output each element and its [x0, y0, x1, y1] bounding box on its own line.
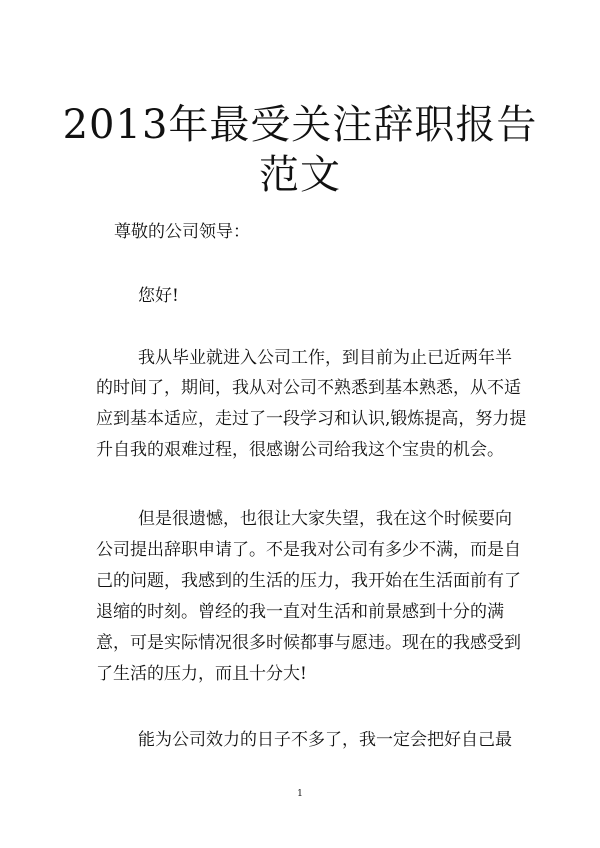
paragraph-2-line-4: 退缩的时刻。曾经的我一直对生活和前景感到十分的满: [96, 602, 504, 622]
paragraph-1-line-1: 我从毕业就进入公司工作，到目前为止已近两年半: [138, 348, 512, 368]
title-line-1: 2013年最受关注辞职报告: [62, 102, 538, 148]
paragraph-2-line-1: 但是很遗憾，也很让大家失望，我在这个时候要向: [138, 509, 512, 529]
paragraph-2-line-3: 己的问题，我感到的生活的压力，我开始在生活面前有了: [96, 571, 521, 591]
paragraph-1-line-3: 应到基本适应，走过了一段学习和认识,锻炼提高，努力提: [96, 409, 527, 429]
greeting: 您好!: [138, 286, 179, 306]
document-title: [60, 100, 540, 200]
paragraph-2-line-2: 公司提出辞职申请了。不是我对公司有多少不满，而是自: [96, 540, 521, 560]
paragraph-1-line-4: 升自我的艰难过程，很感谢公司给我这个宝贵的机会。: [96, 440, 504, 460]
paragraph-1-line-2: 的时间了，期间，我从对公司不熟悉到基本熟悉，从不适: [96, 378, 521, 398]
salutation: 尊敬的公司领导：: [114, 222, 250, 242]
paragraph-3-line-1: 能为公司效力的日子不多了，我一定会把好自己最: [138, 730, 512, 750]
page-number: 1: [297, 789, 303, 799]
paragraph-2-line-5: 意，可是实际情况很多时候都事与愿违。现在的我感受到: [96, 633, 521, 653]
paragraph-2-line-6: 了生活的压力，而且十分大!: [96, 664, 307, 684]
title-line-2: 范文: [259, 152, 341, 198]
